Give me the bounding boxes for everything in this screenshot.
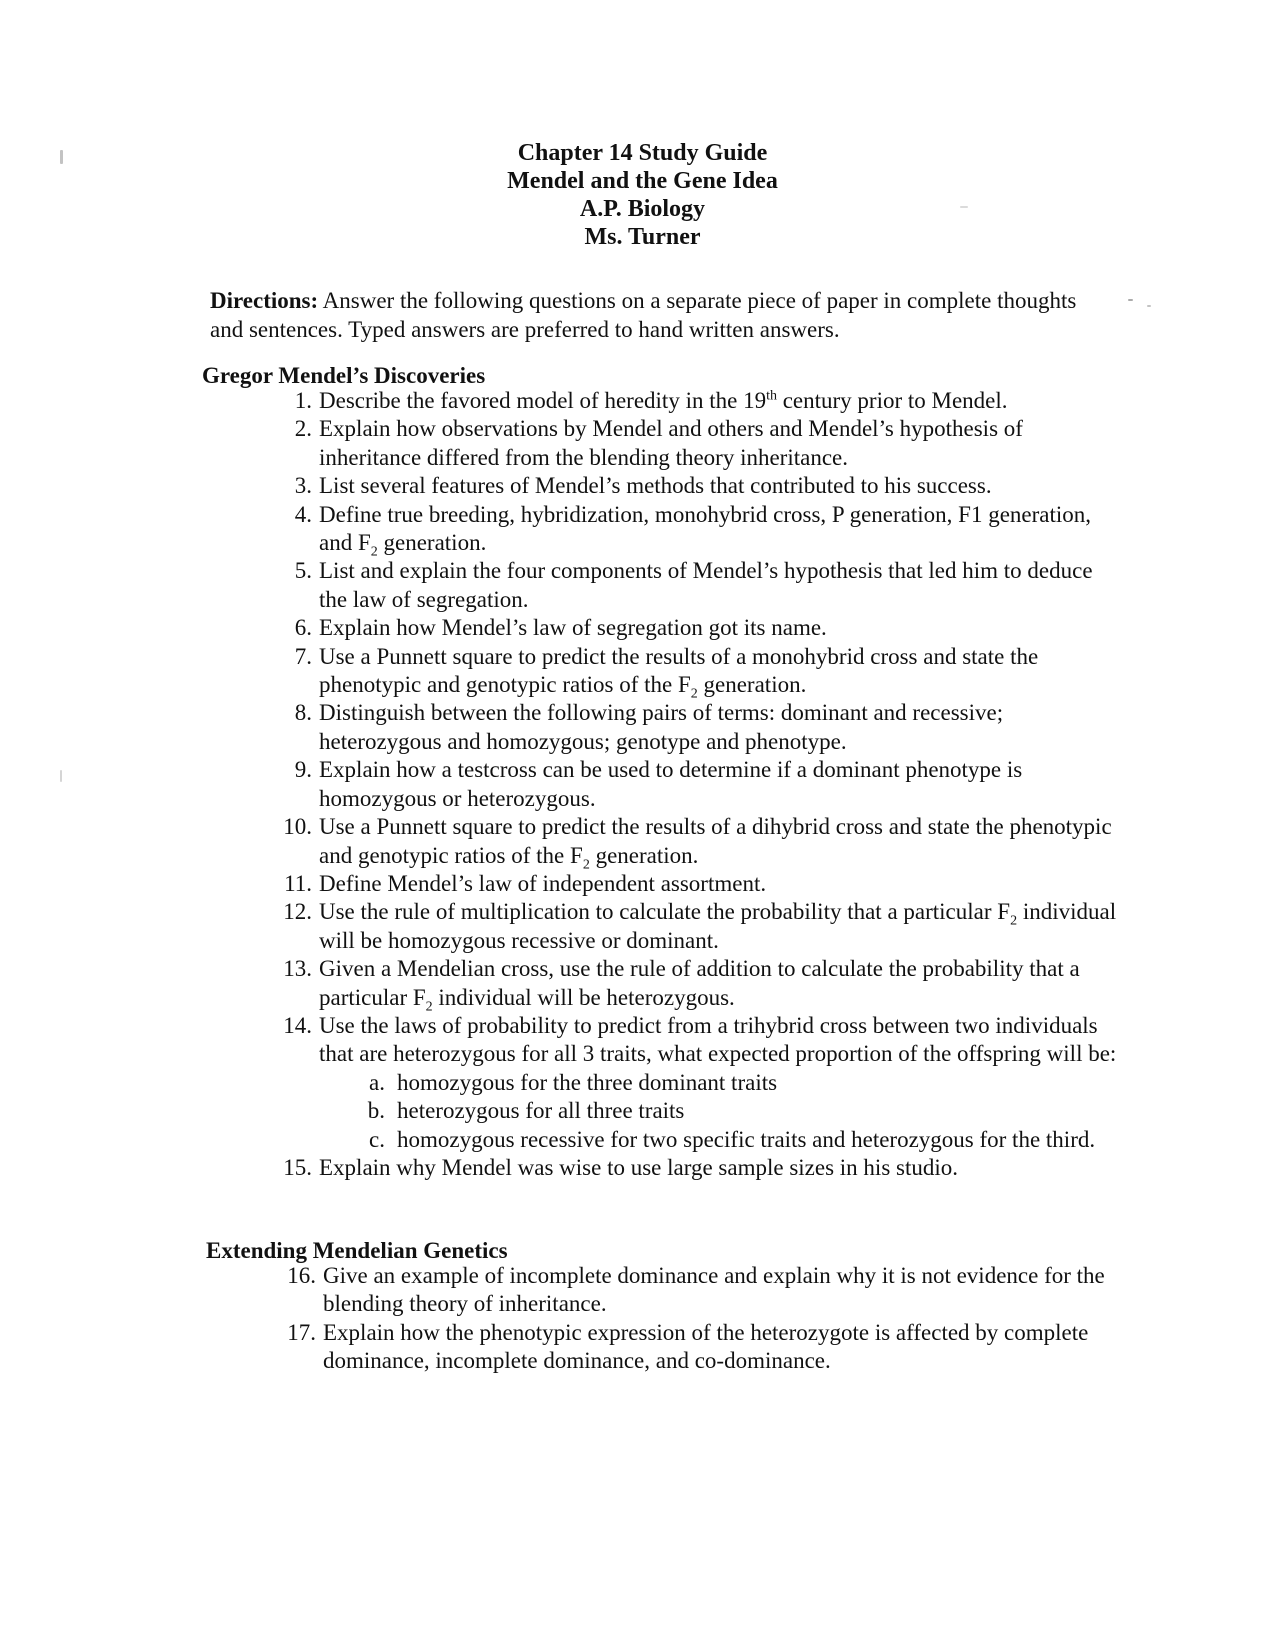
question-text: Use a Punnett square to predict the results of a dihybrid cross and state the phenotypic and genotypic ratios of the $F_2$ generation. — [319, 814, 1112, 873]
header-chapter-title: Chapter 14 Study Guide — [517, 140, 768, 166]
header-teacher: Ms. Turner — [584, 224, 701, 250]
question-number: 13. — [283, 956, 312, 982]
question-number: 1. — [294, 388, 312, 413]
question-text: List several features of Mendel’s methods that contributed to his success. — [319, 473, 992, 499]
question-text: Use the rule of multiplication to calculate the probability that a particular $F_2$ individual will be homozygous recessive or dominant. — [319, 899, 1117, 953]
sub-question-text: homozygous recessive for two specific traits and heterozygous for the third. — [397, 1126, 1096, 1152]
question-list-discoveries — [275, 387, 1125, 1182]
sub-question-item — [319, 1126, 1125, 1154]
directions-paragraph — [210, 286, 1090, 344]
question-item — [275, 870, 1125, 898]
sub-question-text: homozygous for the three dominant traits — [397, 1069, 778, 1095]
question-text: List and explain the four components of Mendel’s hypothesis that led him to deduce the law of segregation. — [319, 558, 1093, 612]
question-text: Explain how the phenotypic expression of the heterozygote is affected by complete dominance, incomplete dominance, and co-dominance. — [323, 1319, 1089, 1374]
question-number: 8. — [294, 700, 312, 726]
scan-speck — [1147, 305, 1151, 307]
question-text: Define Mendel’s law of independent assortment. — [319, 870, 767, 896]
question-item — [275, 1154, 1125, 1182]
question-number: 11. — [284, 870, 312, 896]
question-number: 3. — [294, 473, 312, 499]
header-course: A.P. Biology — [579, 196, 706, 222]
question-item — [279, 1262, 1129, 1319]
question-number: 7. — [294, 643, 312, 669]
question-text: Explain how observations by Mendel and others and Mendel’s hypothesis of inheritance differed from the blending theory inheritance. — [319, 416, 1023, 470]
document-header — [0, 139, 1275, 251]
header-topic: Mendel and the Gene Idea — [507, 168, 778, 194]
question-number: 5. — [294, 558, 312, 584]
question-text: Describe the favored model of heredity in the 19th century prior to Mendel. — [319, 388, 1008, 413]
question-item — [275, 898, 1125, 955]
question-item — [275, 415, 1125, 472]
question-item — [275, 387, 1125, 415]
section-title-extending: Extending Mendelian Genetics — [206, 1238, 508, 1263]
sub-question-letter: c. — [369, 1126, 385, 1152]
question-item — [275, 643, 1125, 700]
sub-question-letter: b. — [367, 1098, 385, 1124]
question-number: 14. — [283, 1012, 312, 1038]
question-number: 16. — [287, 1263, 316, 1288]
sub-question-item — [319, 1097, 1125, 1125]
question-item — [275, 614, 1125, 642]
question-text: Use a Punnett square to predict the results of a monohybrid cross and state the phenotypic and genotypic ratios of the $F_2$ generation. — [319, 643, 1039, 702]
sub-question-item — [319, 1069, 1125, 1097]
directions-label: Directions: — [210, 288, 319, 313]
question-item — [275, 756, 1125, 813]
question-text: Given a Mendelian cross, use the rule of addition to calculate the probability that a particular $F_2$ individual will be heterozygous. — [319, 956, 1080, 1015]
question-list-extending — [279, 1262, 1129, 1376]
question-item — [275, 699, 1125, 756]
section-title-discoveries: Gregor Mendel’s Discoveries — [202, 363, 486, 388]
question-item — [275, 501, 1125, 558]
question-text: Define true breeding, hybridization, monohybrid cross, P generation, F1 generation, and $F_2$ generation. — [319, 501, 1092, 560]
question-number: 4. — [294, 501, 312, 527]
question-item — [275, 955, 1125, 1015]
question-item — [275, 813, 1125, 873]
question-number: 9. — [294, 757, 312, 783]
question-text: Distinguish between the following pairs of terms: dominant and recessive; heterozygous and homozygous; genotype and phenotype. — [319, 700, 1004, 754]
question-item — [279, 1319, 1129, 1376]
scan-speck — [960, 206, 968, 208]
scan-speck — [60, 770, 62, 782]
question-number: 12. — [283, 899, 312, 925]
question-text: Explain how a testcross can be used to determine if a dominant phenotype is homozygous or heterozygous. — [319, 757, 1023, 811]
question-text: Use the laws of probability to predict from a trihybrid cross between two individuals that are heterozygous for all 3 traits, what expected proportion of the offspring will be: a. homozygous for the three dominant traits b. heterozygous for all three traits c. homozygous recessive for two specific traits and heterozygous for the third. — [319, 1012, 1125, 1154]
question-number: 10. — [283, 814, 312, 840]
question-number: 15. — [283, 1154, 312, 1180]
question-text: Explain how Mendel’s law of segregation got its name. — [319, 615, 827, 641]
question-number: 2. — [294, 416, 312, 442]
question-text: Give an example of incomplete dominance and explain why it is not evidence for the blending theory of inheritance. — [323, 1263, 1105, 1317]
sub-question-letter: a. — [369, 1069, 385, 1095]
scan-speck — [1128, 299, 1133, 301]
question-item — [275, 1012, 1125, 1154]
scan-speck — [60, 150, 63, 164]
question-text: Explain why Mendel was wise to use large sample sizes in his studio. — [319, 1154, 959, 1180]
question-number: 6. — [294, 615, 312, 641]
question-number: 17. — [287, 1319, 316, 1345]
sub-question-text: heterozygous for all three traits — [397, 1098, 685, 1124]
directions-text: Answer the following questions on a separate piece of paper in complete thoughts and sentences. Typed answers are preferred to hand written answers. — [210, 288, 1077, 342]
question-item — [275, 472, 1125, 500]
question-item — [275, 557, 1125, 614]
